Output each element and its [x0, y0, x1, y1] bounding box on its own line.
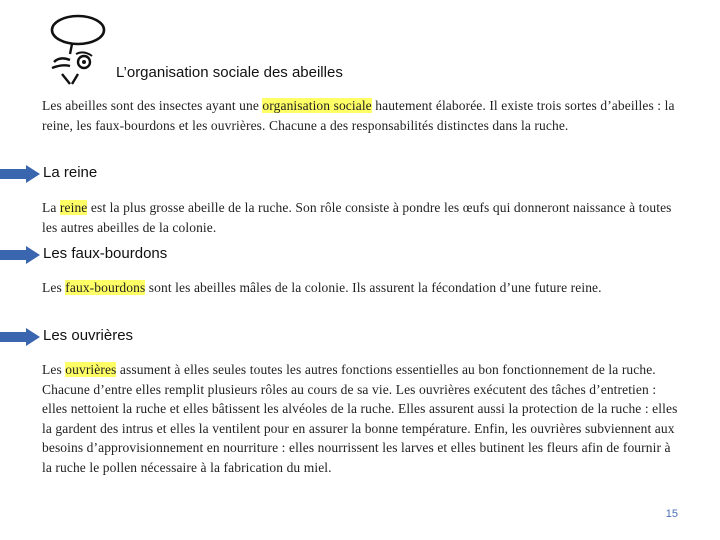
highlight-text: organisation sociale — [262, 98, 372, 113]
right-arrow-icon — [0, 328, 40, 346]
section-heading-label: Les faux-bourdons — [43, 245, 168, 262]
right-arrow-icon — [0, 246, 40, 264]
right-arrow-icon — [0, 165, 40, 183]
page-number: 15 — [665, 508, 678, 520]
section-paragraph-reine: La reine est la plus grosse abeille de la ruche. Son rôle consiste à pondre les œufs qui donneront naissance à toutes les autres abeilles de la colonie. — [42, 200, 672, 235]
highlight-text: faux-bourdons — [65, 280, 146, 295]
section-heading-ouvrieres — [0, 326, 400, 348]
intro-paragraph: Les abeilles sont des insectes ayant une organisation sociale hautement élaborée. Il existe trois sortes d’abeilles : la reine, les faux-bourdons et les ouvrières. Chacune a des responsabilités distinctes dans la ruche. — [42, 98, 675, 133]
section-heading-reine — [0, 163, 400, 185]
section-paragraph-ouvrieres: Les ouvrières assument à elles seules toutes les autres fonctions essentielles au bon fonctionnement de la ruche. Chacune d’entre elles remplit plusieurs rôles au cours de sa vie. Les ouvrières exécutent des tâches d’entretien : elles nettoient la ruche et elles bâtissent les alvéoles de la ruche. Elles assurent aussi la protection de la ruche : elles la gardent des intrus et elles la ventilent pour en assurer la bonne température. Enfin, les ouvrières subviennent aux besoins d’approvisionnement en nourriture : elles nourrissent les larves et elles butinent les fleurs afin de fournir à la ruche le pollen nécessaire à la fabrication du miel. — [42, 362, 678, 475]
section-paragraph-faux-bourdons: Les faux-bourdons sont les abeilles mâles de la colonie. Ils assurent la fécondation d’une future reine. — [42, 280, 602, 295]
thinking-character-icon — [48, 14, 108, 86]
section-heading-label: Les ouvrières — [43, 327, 134, 344]
section-heading-faux-bourdons — [0, 244, 400, 266]
highlight-text: ouvrières — [65, 362, 117, 377]
page-title: L’organisation sociale des abeilles — [116, 64, 343, 81]
highlight-text: reine — [59, 200, 88, 215]
section-heading-label: La reine — [43, 164, 98, 181]
